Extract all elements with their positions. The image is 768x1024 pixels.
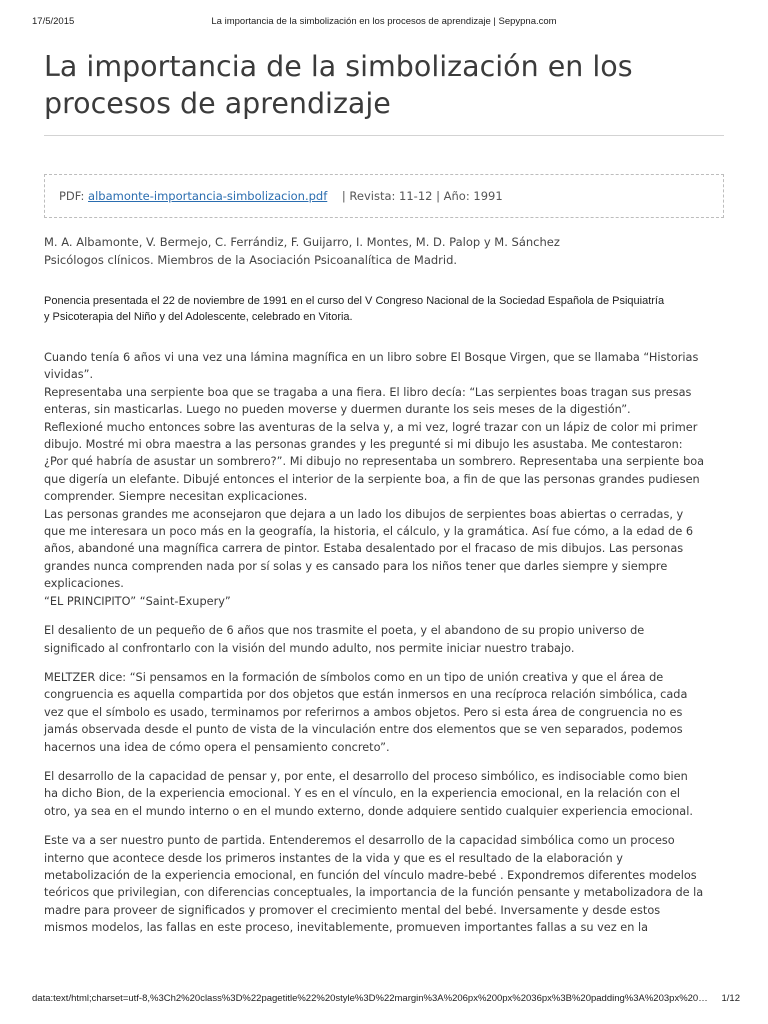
text-line: Representaba una serpiente boa que se tragaba a una fiera. El libro decía: “Las serpientes boas tragan sus presas (44, 385, 692, 399)
text-line: Cuando tenía 6 años vi una vez una lámina magnífica en un libro sobre El Bosque Virgen, que se llamaba “Historias (44, 351, 699, 364)
text-line: mismos modelos, las fallas en este proceso, inevitablemente, promueven importantes fallas a su vez en la (44, 921, 649, 935)
ponencia-line: Ponencia presentada el 22 de noviembre de 1991 en el curso del V Congreso Nacional de la Sociedad Española de Psiquiatría (44, 295, 665, 307)
text-line: teóricos que privilegian, con diferencias conceptuales, la importancia de la función pensante y metabolizadora de la (44, 886, 704, 900)
text-line: El desarrollo de la capacidad de pensar y, por ente, el desarrollo del proceso simbólico, es indisociable como bien (44, 769, 688, 783)
paragraph (44, 349, 734, 610)
affiliation: Psicólogos clínicos. Miembros de la Asociación Psicoanalítica de Madrid. (44, 253, 458, 267)
pdf-download-link[interactable]: albamonte-importancia-simbolizacion.pdf (88, 189, 328, 203)
text-line: hacernos una idea de cómo opera el pensamiento concreto”. (44, 740, 390, 754)
text-line: metabolización de la experiencia emocional, en función del vínculo madre-bebé . Expondremos diferentes modelos (44, 868, 697, 882)
text-line: que digería un elefante. Dibujé entonces el interior de la serpiente boa, a fin de que las personas grandes pudiesen (44, 472, 700, 486)
text-line: ha dicho Bion, de la experiencia emocional. Y es en el vínculo, en la experiencia emocional, en la relación con el (44, 787, 681, 801)
text-line: otro, ya sea en el mundo interno o en el mundo externo, donde adquiere sentido cualquier experiencia emocional. (44, 804, 693, 818)
text-line: explicaciones. (44, 577, 124, 591)
text-line: Reflexioné mucho entonces sobre las aventuras de la selva y, a mi vez, logré trazar con un lápiz de color mi primer (44, 420, 698, 434)
text-line: madre para proveer de significados y promover el crecimiento mental del bebé. Inversamente y desde estos (44, 903, 661, 917)
text-line: congruencia es aquella compartida por dos objetos que están inmersos en una recíproca relación simbólica, cada (44, 688, 688, 702)
paragraph (44, 669, 734, 756)
page-title (44, 48, 724, 122)
paragraph (44, 622, 734, 657)
text-line: grandes nunca comprenden nada por sí solas y es cansado para los niños tener que darles siempre y siempre (44, 559, 668, 573)
text-line: “EL PRINCIPITO” “Saint-Exupery” (44, 594, 231, 608)
print-url: data:text/html;charset=utf-8,%3Ch2%20class%3D%22pagetitle%22%20style%3D%22margin%3A%206px%200px%2036px%3B%20padding%3A%203px%20… (32, 993, 708, 1004)
text-line: comprender. Siempre necesitan explicaciones. (44, 490, 308, 504)
print-doc-title: La importancia de la simbolización en los procesos de aprendizaje | Sepypna.com (211, 16, 557, 27)
text-line: ¿Por qué habría de asustar un sombrero?”. Mi dibujo no representaba un sombrero. Representaba una serpiente boa (44, 455, 705, 469)
text-line: enteras, sin masticarlas. Luego no pueden moverse y duermen durante los seis meses de la digestión”. (44, 403, 631, 417)
title-line: La importancia de la simbolización en los (44, 50, 633, 83)
text-line: interno que acontece desde los primeros instantes de la vida y que es el resultado de la elaboración y (44, 851, 623, 865)
pdf-info-box (44, 174, 724, 218)
text-line: vividas”. (44, 368, 94, 382)
text-line: jamás observada desde el punto de vista de la vinculación entre dos elementos que se ven separados, podemos (44, 723, 683, 737)
pdf-label: PDF: (59, 189, 85, 203)
text-line: MELTZER dice: “Si pensamos en la formación de símbolos como en un tipo de unión creativa y que el área de (44, 670, 664, 684)
text-line: dibujo. Mostré mi obra maestra a las personas grandes y les pregunté si mi dibujo les asustaba. Me contestaron: (44, 438, 683, 452)
text-line: vez que el símbolo es usado, terminamos por referirnos a ambos objetos. Pero si esta área de congruencia no es (44, 705, 683, 719)
title-line: procesos de aprendizaje (44, 87, 391, 120)
text-line: Las personas grandes me aconsejaron que dejara a un lado los dibujos de serpientes boas abiertas o cerradas, y (44, 507, 684, 521)
text-line: años, abandoné una magnífica carrera de pintor. Estaba desalentado por el fracaso de mis dibujos. Las personas (44, 542, 684, 556)
title-divider (44, 135, 724, 136)
print-footer (32, 993, 740, 1007)
ponencia-line: y Psicoterapia del Niño y del Adolescente, celebrado en Vitoria. (44, 310, 353, 323)
text-line: que me interesara un poco más en la geografía, la historia, el cálculo, y la gramática. Así fue cómo, a la edad de 6 (44, 525, 694, 539)
paragraph (44, 768, 734, 820)
article-body (44, 349, 734, 937)
print-date: 17/5/2015 (32, 16, 75, 27)
page-number: 1/12 (721, 993, 740, 1004)
authors-block (44, 233, 734, 269)
text-line: Este va a ser nuestro punto de partida. Entenderemos el desarrollo de la capacidad simbólica como un proceso (44, 834, 675, 848)
text-line: El desaliento de un pequeño de 6 años que nos trasmite el poeta, y el abandono de su propio universo de (44, 624, 645, 638)
authors: M. A. Albamonte, V. Bermejo, C. Ferrándiz, F. Guijarro, I. Montes, M. D. Palop y M. Sánchez (44, 235, 560, 249)
ponencia-note (44, 294, 734, 325)
print-header (32, 16, 736, 30)
paragraph (44, 832, 734, 936)
pdf-meta: | Revista: 11-12 | Año: 1991 (341, 189, 503, 203)
text-line: significado al confrontarlo con la visión del mundo adulto, nos permite iniciar nuestro trabajo. (44, 641, 575, 655)
